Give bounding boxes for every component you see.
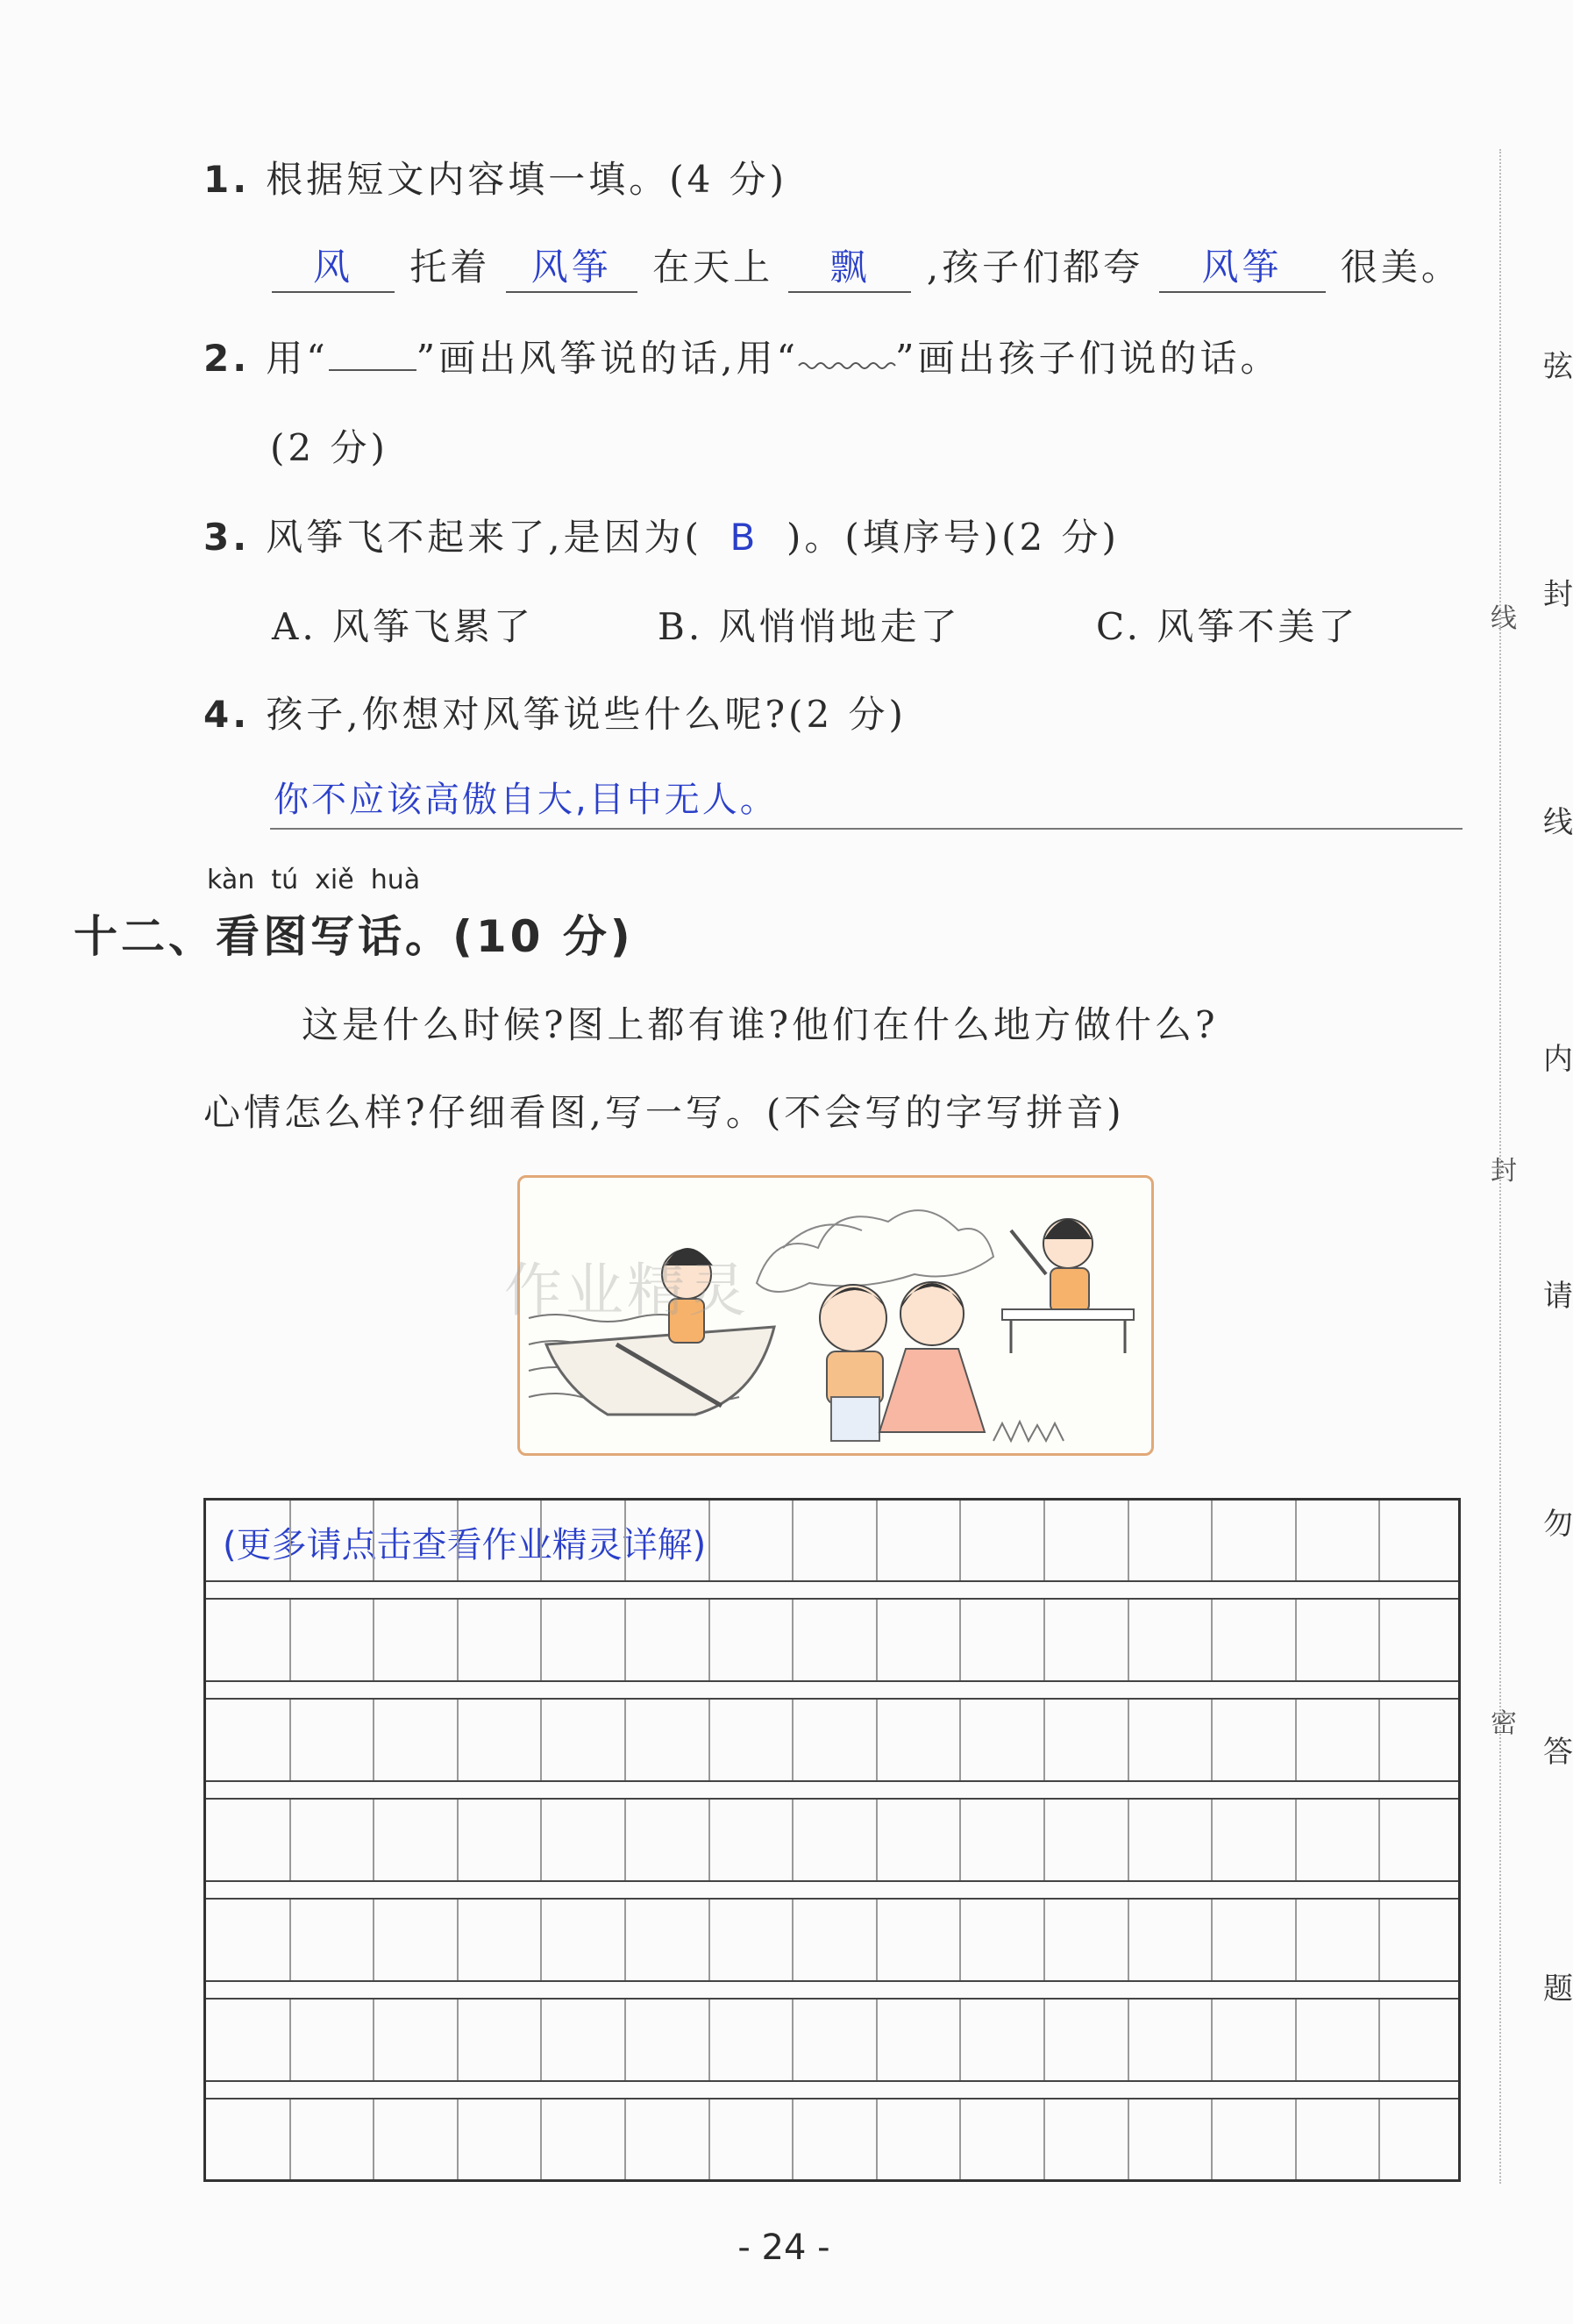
straight-line-sample — [329, 369, 416, 371]
question-2-score: (2 分) — [270, 426, 388, 469]
question-1 — [203, 151, 787, 203]
section-pinyin: kàn tú xiě huà — [207, 865, 421, 895]
question-number: 2. — [203, 337, 251, 380]
margin-char: 勿 — [1543, 1507, 1573, 1542]
section-score: (10 分) — [452, 911, 634, 962]
fill-text: ,孩子们都夸 — [926, 246, 1144, 289]
question-text: 用“ — [266, 337, 329, 380]
answer-choice[interactable]: B — [730, 516, 759, 559]
fill-text: 在天上 — [652, 246, 774, 289]
answer-blank[interactable]: 风筝 — [506, 239, 637, 293]
prompt-line-1: 这是什么时候?图上都有谁?他们在什么地方做什么? — [302, 1003, 1219, 1046]
margin-char: 内 — [1543, 1042, 1573, 1077]
question-text: 根据短文内容填一填。(4 分) — [266, 158, 788, 201]
margin-char: 请 — [1543, 1279, 1573, 1314]
question-3 — [203, 509, 1120, 561]
margin-char: 线 — [1543, 805, 1573, 840]
option-b[interactable]: B. 风悄悄地走了 — [658, 605, 961, 648]
section-title — [74, 902, 634, 965]
prompt-line-2: 心情怎么样?仔细看图,写一写。(不会写的字写拼音) — [203, 1091, 1125, 1134]
question-2 — [203, 330, 1280, 382]
binding-label-3: 密 — [1491, 1708, 1517, 1739]
binding-label-2: 封 — [1491, 1156, 1517, 1187]
margin-char: 答 — [1543, 1735, 1573, 1770]
question-1-fill — [272, 239, 1462, 293]
question-3-options — [272, 598, 1358, 651]
question-text: ”画出风筝说的话,用“ — [416, 337, 799, 380]
question-text: )。(填序号)(2 分) — [786, 516, 1120, 559]
watermark: 作业精灵 — [504, 1257, 750, 1324]
section-heading: 看图写话。 — [216, 910, 452, 962]
question-4 — [203, 686, 907, 738]
fill-text: 托着 — [409, 246, 491, 289]
grid-frame — [203, 1498, 1461, 2182]
margin-char: 题 — [1543, 1971, 1573, 2007]
question-text: 孩子,你想对风筝说些什么呢?(2 分) — [266, 693, 907, 736]
fill-text: 很美。 — [1340, 246, 1462, 289]
wavy-line-sample — [799, 353, 895, 371]
question-number: 3. — [203, 516, 251, 559]
page-number: - 24 - — [737, 2228, 830, 2268]
section-number: 十二、 — [74, 910, 216, 962]
question-number: 4. — [203, 693, 251, 736]
question-number: 1. — [203, 158, 251, 201]
grid-note[interactable]: (更多请点击查看作业精灵详解) — [223, 1525, 707, 1565]
binding-label-1: 线 — [1491, 603, 1517, 634]
question-text: 风筝飞不起来了,是因为( — [266, 516, 702, 559]
question-text: ”画出孩子们说的话。 — [894, 337, 1281, 380]
option-c[interactable]: C. 风筝不美了 — [1096, 605, 1359, 648]
margin-char: 弦 — [1543, 349, 1573, 384]
answer-underline — [270, 828, 1463, 830]
answer-blank[interactable]: 风筝 — [1159, 239, 1326, 293]
margin-char: 封 — [1543, 577, 1573, 612]
option-a[interactable]: A. 风筝飞累了 — [272, 605, 535, 648]
answer-line[interactable]: 你不应该高傲自大,目中无人。 — [274, 780, 778, 820]
answer-blank[interactable]: 风 — [272, 239, 395, 293]
answer-blank[interactable]: 飘 — [788, 239, 911, 293]
